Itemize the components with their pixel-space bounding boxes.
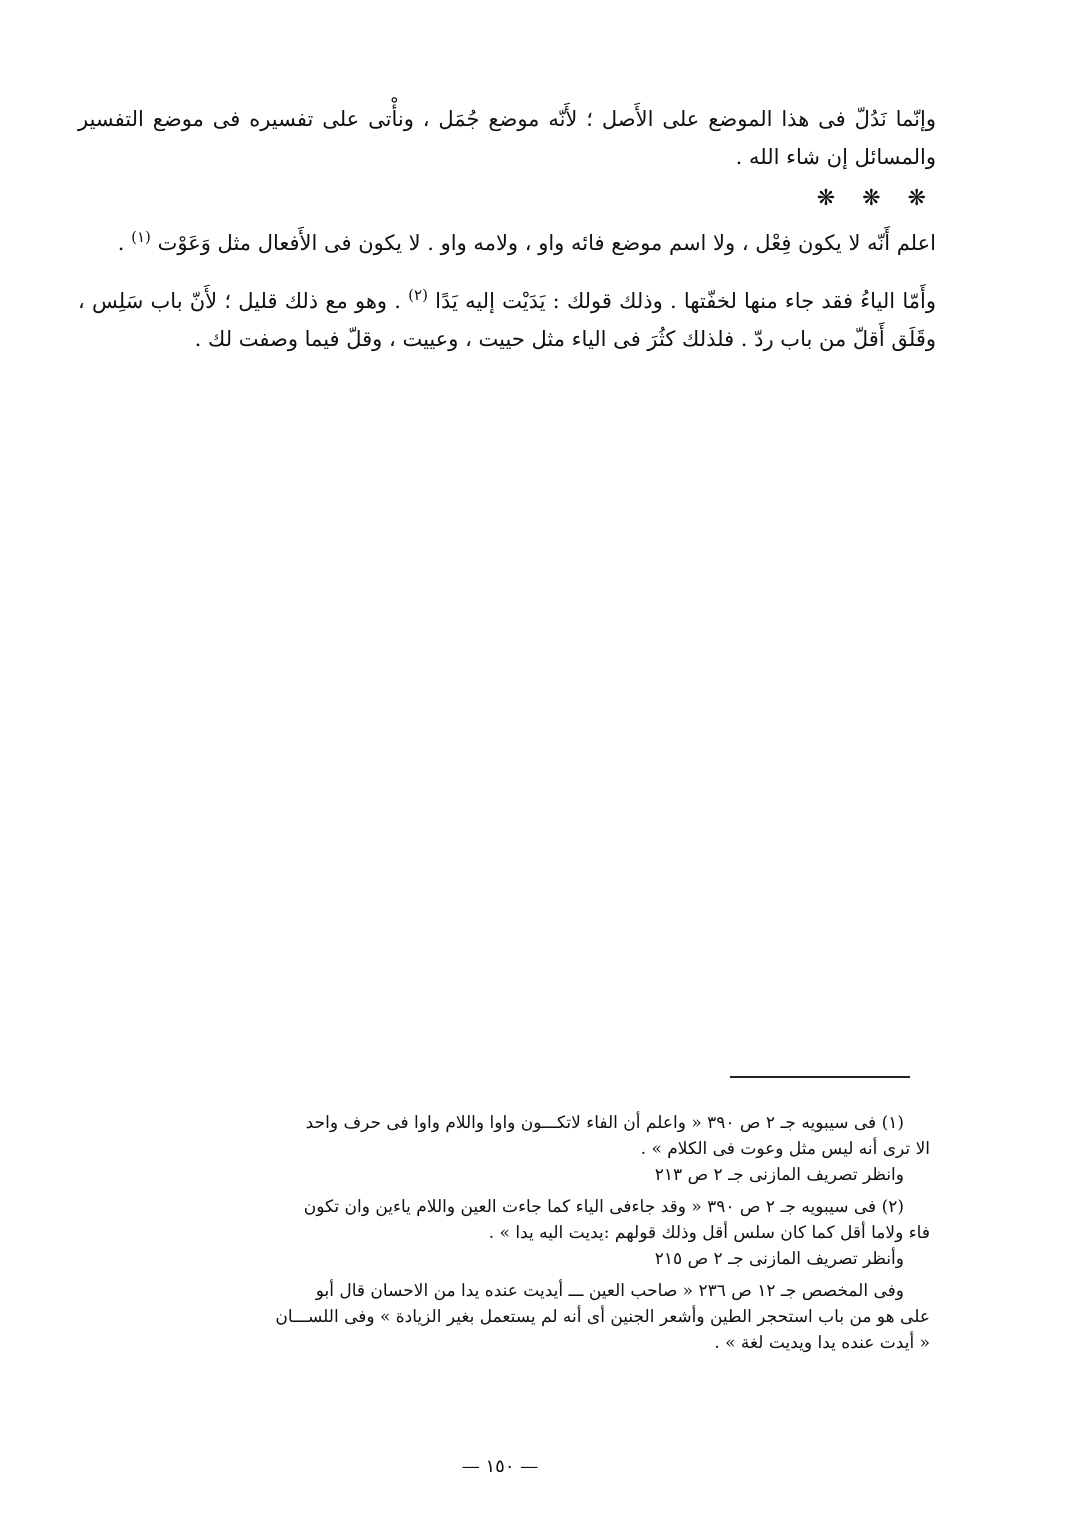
main-text: [78, 100, 936, 358]
footnote-2-see-also: وأنظر تصريف المازنى جـ ٢ ص ٢١٥: [654, 1249, 904, 1269]
footnote-ref-1: (١): [131, 228, 151, 246]
paragraph-2: [78, 224, 936, 262]
footnote-2-line-4: وفى المخصص جـ ١٢ ص ٢٣٦ « صاحب العين ـــ أيديت عنده يدا من الاحسان قال أبو: [315, 1281, 904, 1301]
footnote-divider: [730, 1076, 910, 1078]
footnote-2-line-1: (٢) فى سيبويه جـ ٢ ص ٣٩٠ « وقد جاءفى الياء كما جاءت العين واللام ياءين وان تكون: [303, 1197, 904, 1217]
footnotes: [80, 1110, 930, 1356]
footnote-1-see-also: وانظر تصريف المازنى جـ ٢ ص ٢١٣: [654, 1165, 904, 1185]
footnote-ref-2: (٢): [408, 286, 428, 304]
paragraph-2-text: اعلم أَنّه لا يكون فِعْل ، ولا اسم موضع فائه واو ، ولامه واو . لا يكون فى الأَفعال مثل وَعَوْت: [157, 231, 936, 255]
page-number: — ١٥٠ —: [461, 1456, 539, 1477]
footnote-1-line-1: (١) فى سيبويه جـ ٢ ص ٣٩٠ « واعلم أن الفاء لاتكـــون واوا واللام واوا فى حرف واحد: [305, 1113, 904, 1133]
paragraph-3: [78, 282, 936, 358]
paragraph-3-start: وأَمّا الياءُ فقد جاء منها لخفّتها . وذلك قولك : يَدَيْت إليه يَدًا: [435, 289, 936, 313]
paragraph-3-end: . وهو مع ذلك قليل ؛ لأَنّ باب سَلِس ، وقَلَق أَقلّ من باب ردّ . فلذلك كثُرَ فى الياء مثل حييت ، وعييت ، وقلّ فيما وصفت لك .: [78, 289, 936, 351]
footnote-2-line-5: على هو من باب استحجر الطين وأشعر الجنين أى أنه لم يستعمل بغير الزيادة » وفى اللســـان: [275, 1307, 930, 1327]
paragraph-2-end: .: [117, 231, 132, 255]
paragraph-1: وإنّما نَدُلّ فى هذا الموضع على الأَصل ؛ لأَنّه موضع جُمَل ، ونأْتى على تفسيره فى موضع التفسير والمسائل إن شاء الله .: [78, 107, 936, 169]
section-separator: ❋ ❋ ❋: [816, 186, 936, 211]
footnote-1-line-2: الا ترى أنه ليس مثل وعوت فى الكلام » .: [640, 1139, 930, 1159]
footnote-2-line-2: فاء ولاما أقل كما كان سلس أقل وذلك قولهم :يديت اليه يدا » .: [488, 1223, 930, 1243]
footnote-2-line-6: « أيدت عنده يدا ويديت لغة » .: [714, 1333, 930, 1353]
